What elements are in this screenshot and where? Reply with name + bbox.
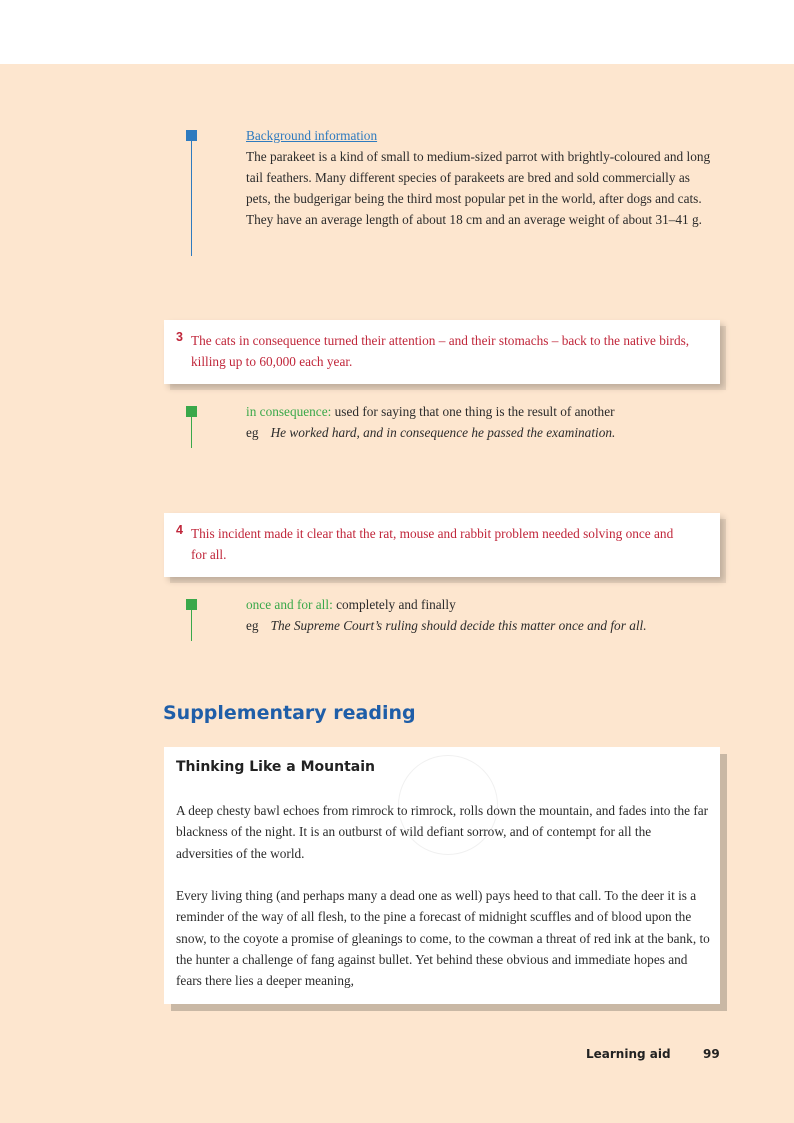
vocab-definition: completely and finally — [332, 597, 456, 612]
eg-label: eg — [246, 618, 259, 633]
vocab-example: The Supreme Court’s ruling should decide this matter once and for all. — [270, 618, 647, 633]
vocab-definition-line — [246, 594, 716, 615]
background-note-text: The parakeet is a kind of small to medium-sized parrot with brightly-coloured and long tail feathers. Many different species of parakeets are bred and sold commercially as pets, the budgerigar being the third most popular pet in the world, after dogs and cats. They have an average length of about 18 cm and an average weight of about 31–41 g. — [246, 149, 711, 227]
reading-paragraph: A deep chesty bawl echoes from rimrock to rimrock, rolls down the mountain, and fades into the far blackness of the night. It is an outburst of wild defiant sorrow, and of contempt for all the adversities of the world. — [176, 803, 709, 861]
background-note — [246, 125, 716, 230]
reading-title: Thinking Like a Mountain — [176, 759, 375, 775]
vocab-example: He worked hard, and in consequence he passed the examination. — [270, 425, 616, 440]
eg-label: eg — [246, 425, 259, 440]
quote-box — [164, 320, 720, 384]
vocab-note — [246, 401, 716, 443]
quote-text: This incident made it clear that the rat, mouse and rabbit problem needed solving once and for all. — [191, 526, 674, 562]
quote-number: 4 — [176, 523, 183, 537]
vocab-definition-line — [246, 401, 716, 422]
reading-box — [164, 747, 720, 1004]
page-number: 99 — [703, 1047, 720, 1061]
quote-box — [164, 513, 720, 577]
vocab-example-line — [246, 422, 716, 443]
vocab-note — [246, 594, 716, 636]
background-note-title[interactable]: Background information — [246, 128, 378, 143]
quote-number: 3 — [176, 330, 183, 344]
note-rule — [191, 130, 192, 256]
vocab-example-line — [246, 615, 716, 636]
section-heading: Supplementary reading — [163, 702, 416, 724]
note-rule — [191, 599, 192, 641]
vocab-term: in consequence: — [246, 404, 332, 419]
vocab-definition: used for saying that one thing is the result of another — [331, 404, 615, 419]
vocab-term: once and for all: — [246, 597, 333, 612]
footer-label: Learning aid — [586, 1047, 671, 1061]
note-rule — [191, 406, 192, 448]
quote-text: The cats in consequence turned their attention – and their stomachs – back to the native birds, killing up to 60,000 each year. — [191, 333, 690, 369]
reading-paragraph: Every living thing (and perhaps many a dead one as well) pays heed to that call. To the deer it is a reminder of the way of all flesh, to the pine a forecast of midnight scuffles and of blood upon the snow, to the coyote a promise of gleanings to come, to the cowman a threat of red ink at the bank, to the hunter a challenge of fang against bullet. Yet behind these obvious and immediate hopes and fears there lies a deeper meaning, — [176, 888, 710, 989]
